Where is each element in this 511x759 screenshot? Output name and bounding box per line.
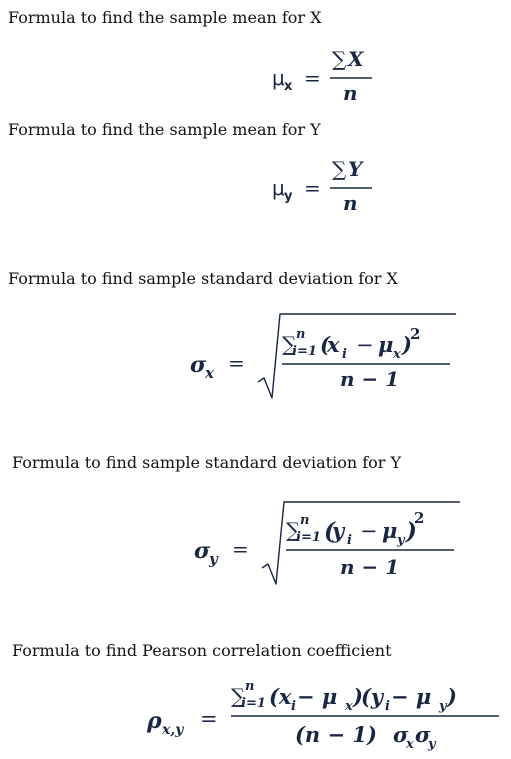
formula-mean-x [270, 42, 380, 106]
std-y-power: 2 [414, 509, 425, 527]
std-x-var-sub: i [342, 347, 347, 362]
pearson-den-left: (n − 1) [295, 722, 377, 747]
pearson-term1-mu-sub: x [345, 699, 353, 714]
pearson-term2-close: ) [447, 684, 457, 709]
mean-x-lhs-symbol: μ [272, 66, 285, 90]
std-y-sigma-lower: i=1 [296, 530, 321, 545]
pearson-den-sigma-2: σ [415, 722, 431, 747]
heading-mean-y: Formula to find the sample mean for Y [8, 120, 321, 139]
std-x-power: 2 [410, 325, 421, 343]
std-y-lparen: ( [324, 518, 335, 545]
std-x-sigma-upper: n [296, 327, 306, 342]
heading-pearson: Formula to find Pearson correlation coefficient [12, 641, 392, 660]
heading-mean-x: Formula to find the sample mean for X [8, 8, 322, 27]
pearson-sigma: ∑ [231, 684, 246, 708]
pearson-term1-rest: − μ [297, 684, 338, 709]
std-x-denominator: n − 1 [340, 367, 400, 391]
std-y-lhs-symbol: σ [194, 538, 211, 564]
pearson-lhs-symbol: ρ [147, 708, 162, 734]
mean-x-equals: = [304, 66, 321, 90]
pearson-term1: (x [269, 684, 292, 709]
formula-pearson [145, 676, 507, 756]
pearson-term1-close: ) [353, 684, 363, 709]
pearson-term2-rest: − μ [391, 684, 432, 709]
mean-y-sigma: ∑ [332, 157, 347, 181]
std-y-sigma: ∑ [286, 518, 301, 542]
std-y-equals: = [232, 537, 249, 561]
pearson-lhs-sub: x,y [162, 722, 184, 738]
std-x-lhs-sub: x [205, 364, 214, 382]
std-x-minus: − [356, 333, 374, 357]
std-y-denominator: n − 1 [340, 555, 400, 579]
pearson-den-sigma-1-sub: x [406, 737, 414, 752]
std-x-lhs-symbol: σ [190, 352, 207, 378]
pearson-sigma-lower: i=1 [241, 696, 266, 711]
heading-std-x: Formula to find sample standard deviation for X [8, 269, 398, 288]
formula-std-y [192, 494, 472, 590]
pearson-term2-mu-sub: y [439, 699, 447, 714]
std-y-mu: μ [382, 518, 398, 543]
std-y-mu-sub: y [397, 533, 405, 548]
std-y-var: y [332, 518, 345, 543]
mean-x-sigma: ∑ [332, 47, 347, 71]
pearson-equals: = [200, 707, 218, 731]
std-x-rparen: ) [402, 332, 412, 357]
mean-y-lhs-sub: y [284, 189, 293, 204]
pearson-sigma-upper: n [245, 679, 255, 694]
std-x-mu-sub: x [393, 347, 401, 362]
pearson-term1-sub: i [291, 699, 296, 714]
std-x-equals: = [228, 351, 245, 375]
mean-y-denominator: n [343, 191, 358, 215]
pearson-den-sigma-1: σ [393, 722, 409, 747]
std-x-sigma: ∑ [282, 332, 297, 356]
mean-x-numerator-var: X [348, 47, 364, 71]
pearson-den-sigma-2-sub: y [428, 737, 436, 752]
formula-std-x [188, 306, 468, 402]
mean-x-denominator: n [343, 81, 358, 105]
heading-std-y: Formula to find sample standard deviation for Y [12, 453, 402, 472]
pearson-term2-sub: i [385, 699, 390, 714]
mean-y-lhs-symbol: μ [272, 176, 285, 200]
std-x-lparen: ( [320, 332, 330, 357]
std-x-sigma-lower: i=1 [292, 344, 317, 359]
std-y-lhs-sub: y [209, 550, 218, 568]
mean-y-numerator-var: Y [348, 157, 363, 181]
mean-x-lhs-sub: x [284, 79, 293, 94]
std-y-rparen: ) [406, 518, 417, 545]
std-x-mu: μ [378, 332, 394, 357]
mean-y-equals: = [304, 176, 321, 200]
pearson-term2: (y [361, 684, 384, 709]
std-y-var-sub: i [347, 533, 352, 548]
std-y-minus: − [360, 519, 378, 543]
formula-mean-y [270, 152, 380, 216]
std-x-var: x [327, 332, 340, 357]
std-y-sigma-upper: n [300, 513, 310, 528]
